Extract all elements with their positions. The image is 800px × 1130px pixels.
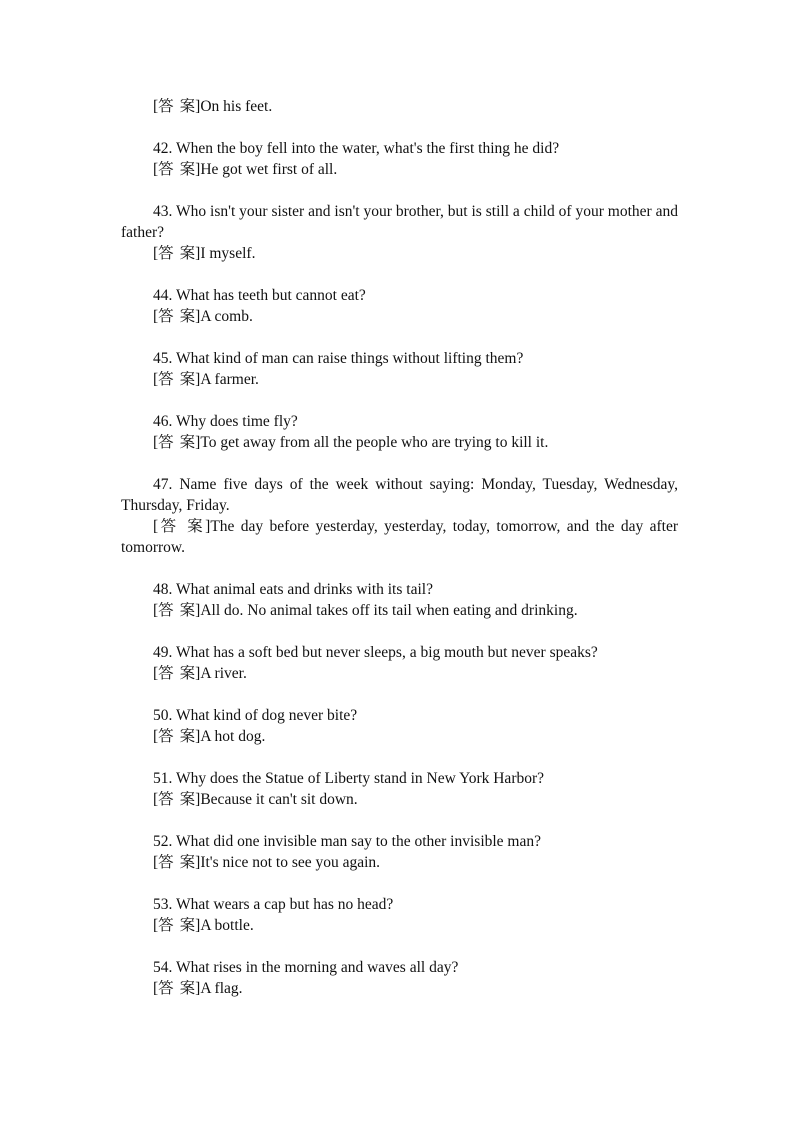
answer-line <box>121 432 678 453</box>
answer-tag-open: [答 <box>153 434 174 451</box>
question-text: 53. What wears a cap but has no head? <box>153 896 394 913</box>
answer-tag-open: [答 <box>153 308 174 325</box>
answer-tag-open: [答 <box>153 371 174 388</box>
answer-tag-open: [答 <box>153 665 174 682</box>
answer-text: A flag. <box>200 980 243 997</box>
answer-tag-close: 案] <box>179 602 201 619</box>
qa-item <box>121 138 678 180</box>
answer-tag-open: [答 <box>153 980 174 997</box>
answer-tag <box>153 98 200 115</box>
question-text: 50. What kind of dog never bite? <box>153 707 358 724</box>
qa-item <box>121 642 678 684</box>
question-text: 44. What has teeth but cannot eat? <box>153 287 366 304</box>
answer-line <box>121 306 678 327</box>
answer-line <box>121 852 678 873</box>
answer-line <box>121 978 678 999</box>
question-text: 51. Why does the Statue of Liberty stand in New York Harbor? <box>153 770 545 787</box>
answer-tag <box>153 917 200 934</box>
answer-text: All do. No animal takes off its tail when eating and drinking. <box>200 602 578 619</box>
answer-tag-open: [答 <box>153 161 174 178</box>
answer-tag <box>153 308 200 325</box>
question-list <box>121 138 678 999</box>
answer-tag-close: 案] <box>179 917 201 934</box>
answer-tag-open: [答 <box>153 245 174 262</box>
answer-line <box>121 369 678 390</box>
question-text: 43. Who isn't your sister and isn't your brother, but is still a child of your mother and father? <box>121 203 678 241</box>
answer-text: I myself. <box>200 245 256 262</box>
answer-line <box>121 516 678 558</box>
qa-item <box>121 831 678 873</box>
qa-item <box>121 768 678 810</box>
answer-tag-open: [答 <box>153 518 179 535</box>
answer-tag <box>153 728 200 745</box>
answer-text: It's nice not to see you again. <box>200 854 381 871</box>
answer-tag-open: [答 <box>153 917 174 934</box>
answer-tag <box>153 980 200 997</box>
lead-answer-block <box>121 96 678 117</box>
answer-text: To get away from all the people who are trying to kill it. <box>200 434 549 451</box>
answer-text: A river. <box>200 665 247 682</box>
answer-line <box>121 663 678 684</box>
qa-item <box>121 894 678 936</box>
answer-tag-open: [答 <box>153 602 174 619</box>
answer-line <box>121 159 678 180</box>
answer-tag <box>153 245 200 262</box>
answer-tag <box>153 791 200 808</box>
answer-tag-close: 案] <box>179 854 201 871</box>
answer-tag-close: 案] <box>179 434 201 451</box>
answer-tag-open: [答 <box>153 98 174 115</box>
answer-tag-close: 案] <box>179 728 201 745</box>
answer-tag-close: 案] <box>179 98 201 115</box>
answer-line <box>121 915 678 936</box>
answer-tag <box>153 665 200 682</box>
answer-tag <box>153 371 200 388</box>
answer-text: On his feet. <box>200 98 273 115</box>
answer-text: He got wet first of all. <box>200 161 338 178</box>
question-text: 54. What rises in the morning and waves all day? <box>153 959 459 976</box>
document-page <box>121 96 678 1020</box>
answer-text: A bottle. <box>200 917 254 934</box>
answer-line <box>121 96 678 117</box>
answer-tag <box>153 602 200 619</box>
qa-item <box>121 411 678 453</box>
answer-tag-close: 案] <box>179 665 201 682</box>
qa-item <box>121 201 678 264</box>
question-text: 52. What did one invisible man say to the other invisible man? <box>153 833 541 850</box>
answer-tag <box>153 854 200 871</box>
question-text: 45. What kind of man can raise things without lifting them? <box>153 350 524 367</box>
answer-line <box>121 243 678 264</box>
question-text: 46. Why does time fly? <box>153 413 298 430</box>
question-text: 42. When the boy fell into the water, what's the first thing he did? <box>153 140 560 157</box>
qa-item <box>121 285 678 327</box>
answer-text: The day before yesterday, yesterday, today, tomorrow, and the day after tomorrow. <box>121 518 678 556</box>
answer-tag <box>153 434 200 451</box>
answer-tag-open: [答 <box>153 791 174 808</box>
answer-tag-close: 案] <box>179 980 201 997</box>
answer-text: Because it can't sit down. <box>200 791 358 808</box>
answer-tag-open: [答 <box>153 854 174 871</box>
answer-line <box>121 726 678 747</box>
answer-text: A hot dog. <box>200 728 266 745</box>
answer-line <box>121 600 678 621</box>
answer-tag <box>153 518 210 535</box>
answer-text: A comb. <box>200 308 253 325</box>
qa-item <box>121 474 678 558</box>
answer-tag-close: 案] <box>179 245 201 262</box>
answer-line <box>121 789 678 810</box>
answer-tag-close: 案] <box>179 371 201 388</box>
answer-tag-close: 案] <box>179 308 201 325</box>
answer-tag-open: [答 <box>153 728 174 745</box>
qa-item <box>121 705 678 747</box>
question-text: 49. What has a soft bed but never sleeps, a big mouth but never speaks? <box>153 644 598 661</box>
qa-item <box>121 957 678 999</box>
qa-item <box>121 348 678 390</box>
answer-tag-close: 案] <box>184 518 211 535</box>
question-text: 47. Name five days of the week without saying: Monday, Tuesday, Wednesday, Thursday, Friday. <box>121 476 678 514</box>
qa-item <box>121 579 678 621</box>
answer-tag-close: 案] <box>179 791 201 808</box>
answer-tag-close: 案] <box>179 161 201 178</box>
question-text: 48. What animal eats and drinks with its tail? <box>153 581 433 598</box>
answer-text: A farmer. <box>200 371 259 388</box>
answer-tag <box>153 161 200 178</box>
